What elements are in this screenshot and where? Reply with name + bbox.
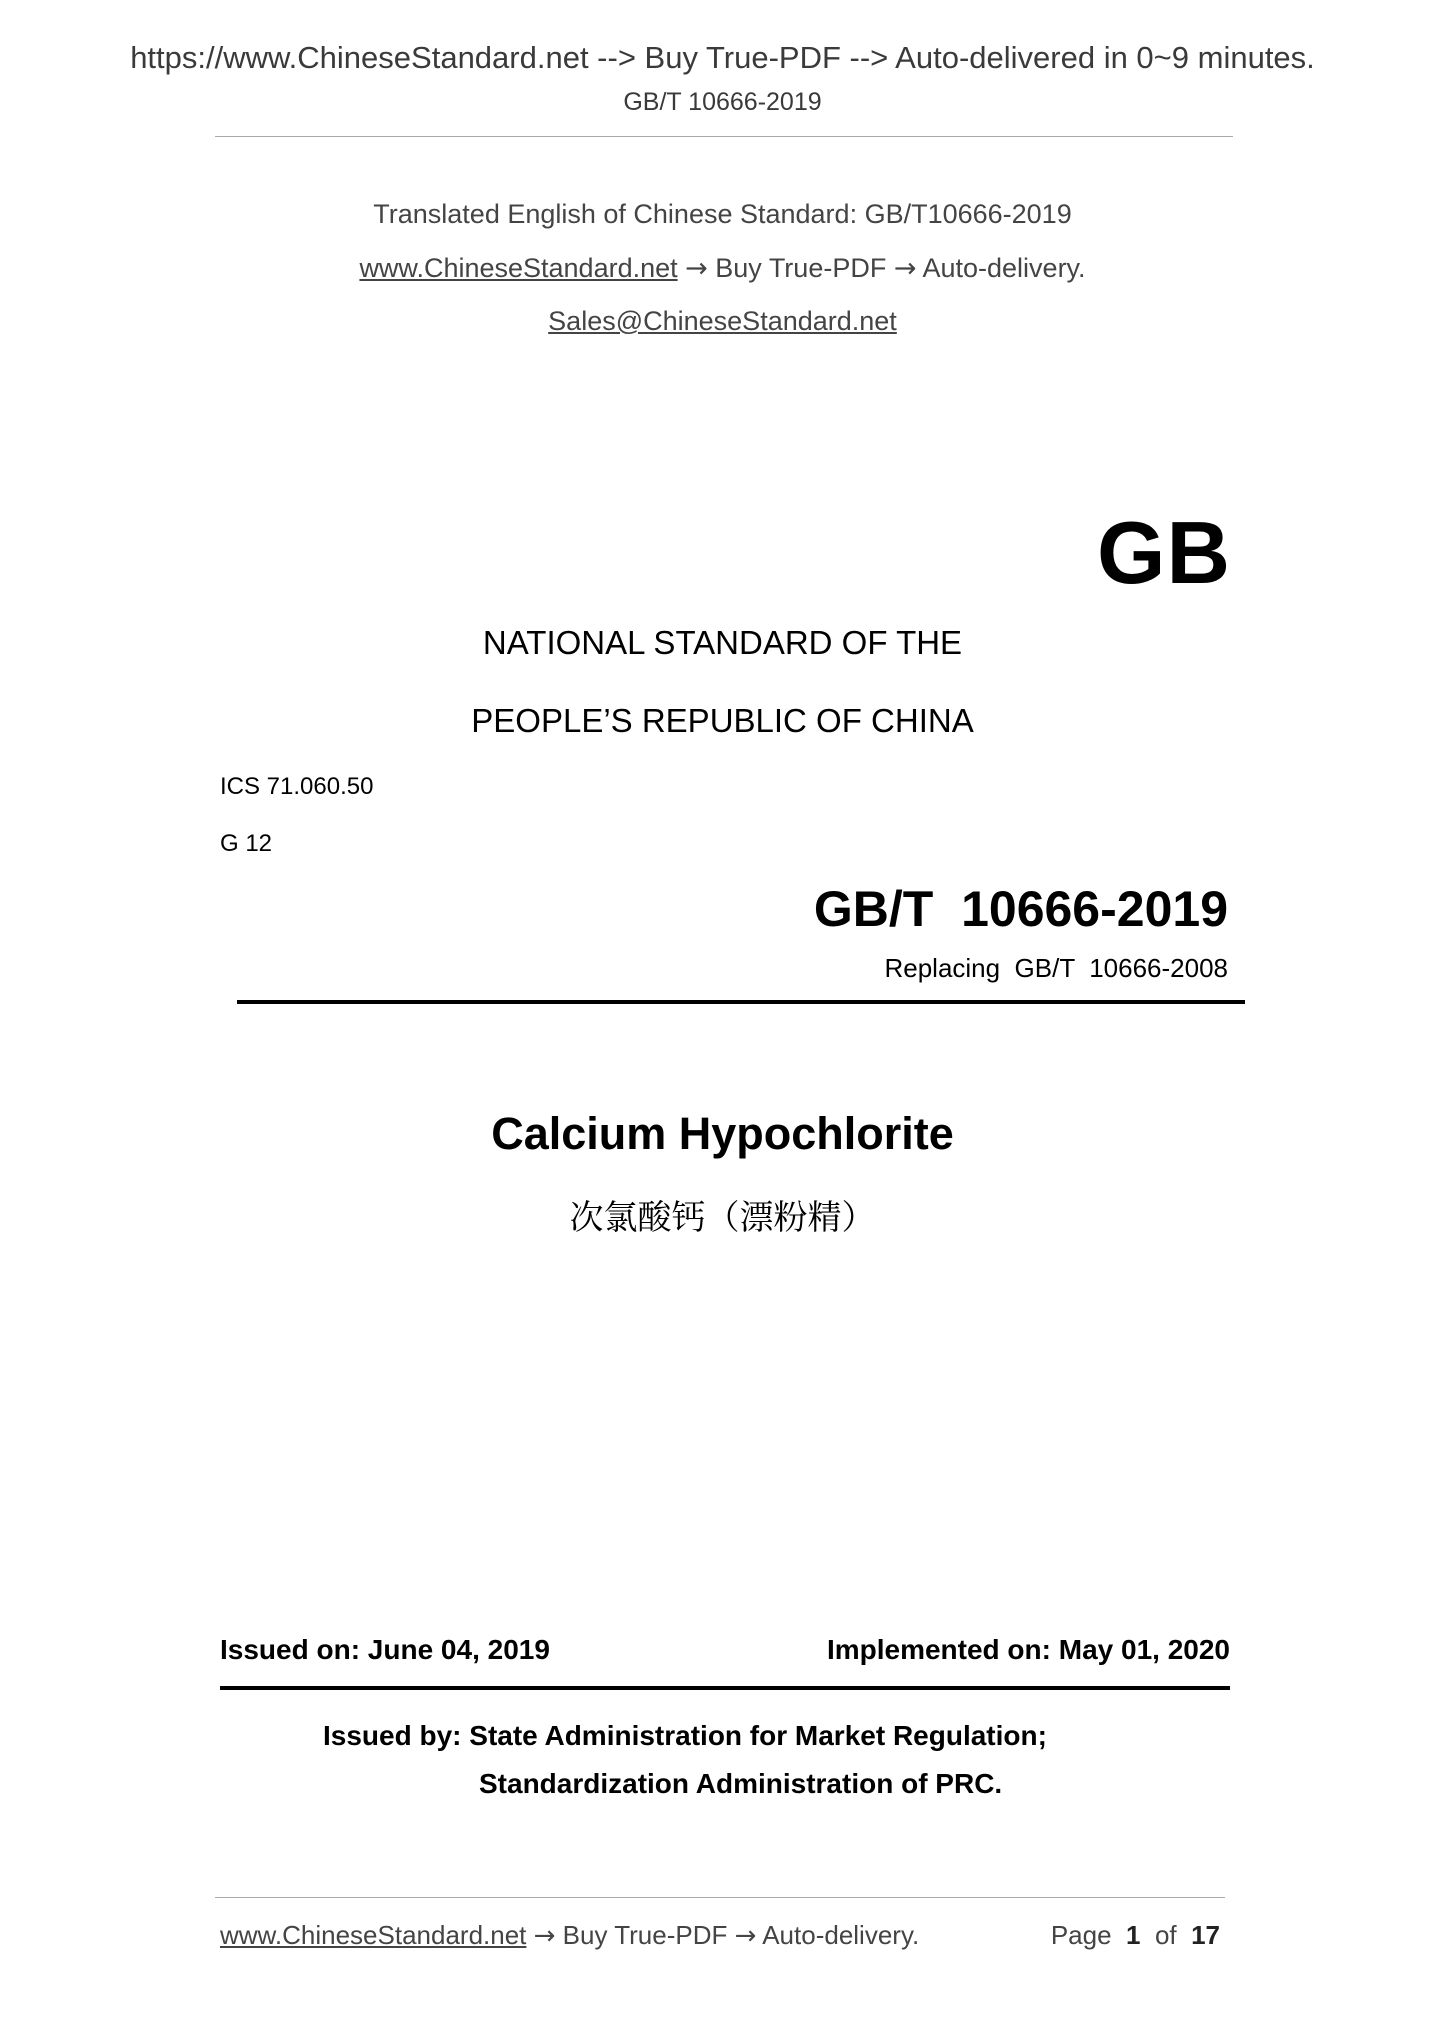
footer-delivery-text: Auto-delivery. [762, 1920, 920, 1950]
header-banner: https://www.ChineseStandard.net --> Buy True-PDF --> Auto-delivered in 0~9 minutes. [130, 40, 1315, 75]
footer-divider [215, 1897, 1225, 1898]
delivery-text: Auto-delivery. [922, 253, 1086, 283]
issued-by-line1: Issued by: State Administration for Market Regulation; [323, 1720, 1047, 1751]
sales-email-link[interactable]: Sales@ChineseStandard.net [548, 306, 897, 336]
footer-buy-text: Buy True-PDF [562, 1920, 728, 1950]
issued-date: Issued on: June 04, 2019 [220, 1634, 550, 1665]
standard-number: GB/T 10666-2019 [813, 881, 1228, 937]
title-chinese: 次氯酸钙（漂粉精） [569, 1199, 876, 1237]
arrow-right-icon: → [893, 253, 917, 284]
national-standard-line2: PEOPLE’S REPUBLIC OF CHINA [471, 702, 974, 739]
header-divider [215, 136, 1233, 137]
translation-line: Translated English of Chinese Standard: GB/T10666-2019 [373, 199, 1072, 229]
page-current: 1 [1126, 1920, 1141, 1950]
page-total: 17 [1191, 1920, 1220, 1950]
arrow-right-icon: → [533, 1921, 556, 1951]
gb-mark: GB [1097, 503, 1231, 602]
title-divider [237, 1000, 1245, 1004]
issued-by-line2: Standardization Administration of PRC. [479, 1768, 1003, 1799]
dates-divider [220, 1686, 1230, 1690]
implemented-date: Implemented on: May 01, 2020 [826, 1634, 1230, 1665]
page-label: Page [1050, 1920, 1112, 1950]
title-english: Calcium Hypochlorite [491, 1108, 954, 1159]
classification-code: G 12 [220, 830, 273, 857]
arrow-right-icon: → [685, 253, 708, 284]
national-standard-line1: NATIONAL STANDARD OF THE [482, 624, 963, 661]
header-standard-code: GB/T 10666-2019 [623, 88, 822, 116]
footer-purchase-line [220, 1920, 919, 1951]
site-link[interactable]: www.ChineseStandard.net [359, 253, 678, 283]
buy-text: Buy True-PDF [715, 253, 887, 283]
arrow-right-icon: → [734, 1921, 757, 1951]
page-of: of [1154, 1920, 1177, 1950]
purchase-line [0, 253, 1445, 284]
page-indicator [1051, 1920, 1220, 1951]
replacing-standard: Replacing GB/T 10666-2008 [884, 953, 1228, 983]
ics-code: ICS 71.060.50 [220, 773, 374, 800]
footer-site-link[interactable]: www.ChineseStandard.net [220, 1920, 527, 1950]
sales-line [0, 306, 1445, 337]
